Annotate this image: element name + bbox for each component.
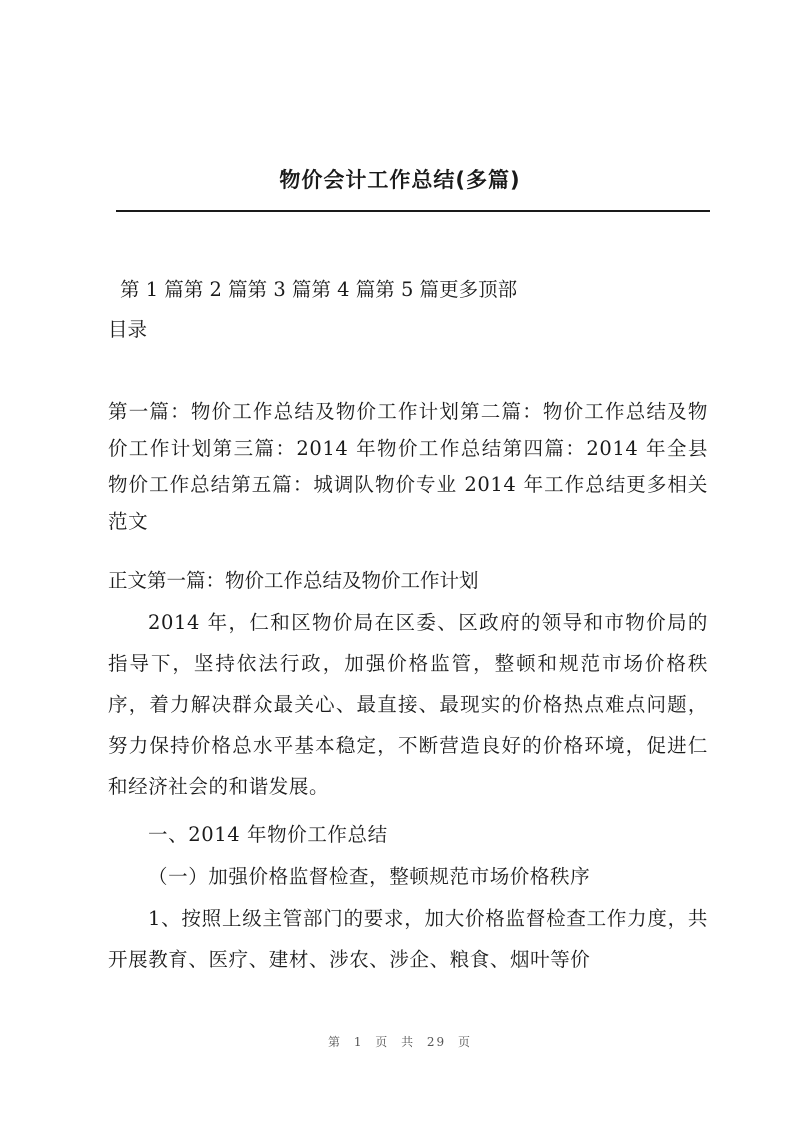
subsection-heading-1: （一）加强价格监督检查，整顿规范市场价格秩序 (148, 865, 591, 888)
nav-link-more[interactable]: 更多 (439, 278, 479, 301)
paragraph-1: 2014 年，仁和区物价局在区委、区政府的领导和市物价局的指导下，坚持依法行政，加强价格监管，整顿和规范市场价格秩序，着力解决群众最关心、最直接、最现实的价格热点难点问题，努力保持价格总水平基本稳定，不断营造良好的价格环境，促进仁和经济社会的和谐发展。 (108, 611, 708, 798)
paragraph-2: 1、按照上级主管部门的要求，加大价格监督检查工作力度，共开展教育、医疗、建材、涉农、涉企、粮食、烟叶等价 (108, 907, 708, 971)
nav-link-4[interactable]: 第 4 篇 (311, 278, 376, 301)
toc-heading: 目录 (108, 318, 148, 341)
toc-text: 第一篇：物价工作总结及物价工作计划第二篇：物价工作总结及物价工作计划第三篇：2014 年物价工作总结第四篇：2014 年全县物价工作总结第五篇：城调队物价专业 2014 年工作总结更多相关范文 (108, 400, 708, 533)
nav-link-top[interactable]: 顶部 (478, 278, 518, 301)
nav-link-5[interactable]: 第 5 篇 (375, 278, 440, 301)
nav-link-2[interactable]: 第 2 篇 (183, 278, 248, 301)
document-title: 物价会计工作总结(多篇) (279, 168, 521, 192)
title-divider (116, 210, 710, 212)
nav-link-3[interactable]: 第 3 篇 (247, 278, 312, 301)
main-heading: 正文第一篇：物价工作总结及物价工作计划 (108, 569, 479, 592)
page-footer: 第 1 页 共 29 页 (328, 1035, 472, 1049)
nav-link-1[interactable]: 第 1 篇 (120, 278, 184, 301)
section-heading-1: 一、2014 年物价工作总结 (148, 823, 388, 846)
article-nav (120, 272, 517, 308)
